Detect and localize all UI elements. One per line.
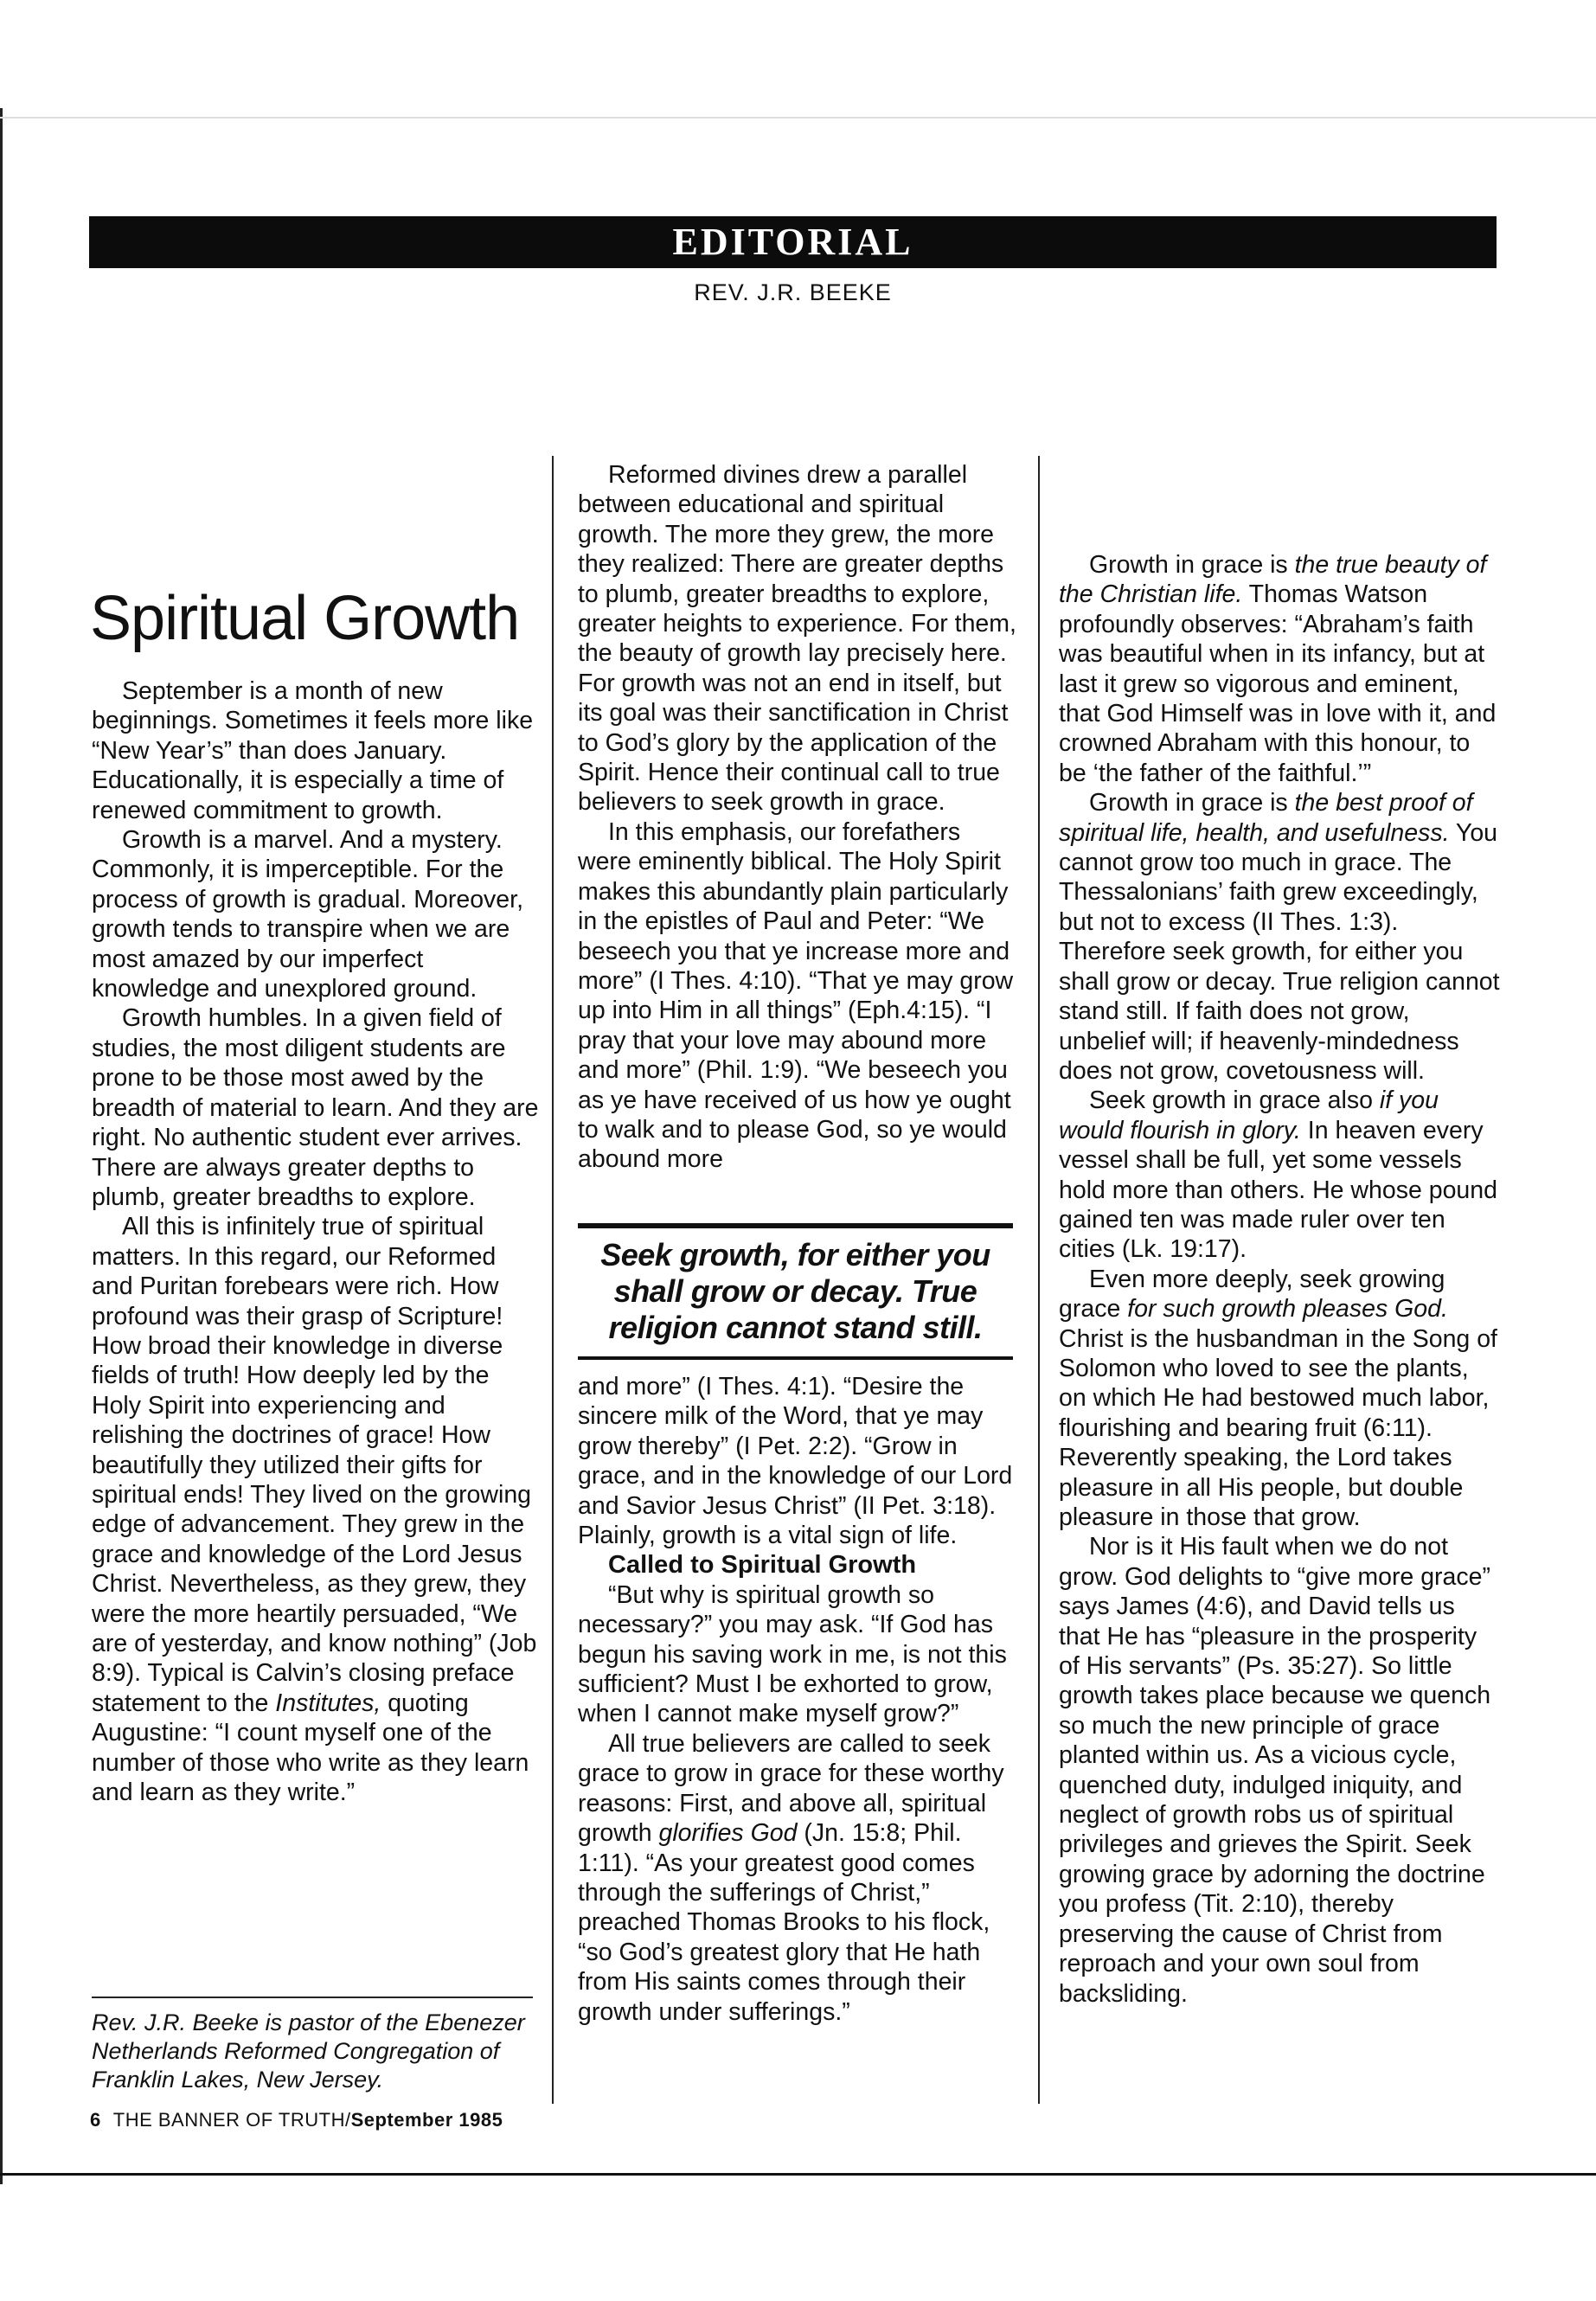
paragraph: Reformed divines drew a parallel between educational and spiritual growth. The more they grew, the more they realized: There are greater depths to plumb, greater breadths to explore, greater heights to experience. For them, the beauty of growth lay precisely here. For growth was not an end in itself, but its goal was their sanctification in Christ to God’s glory by the application of the Spirit. Hence their continual call to true believers to seek growth in grace. <box>578 461 1016 817</box>
paragraph <box>1059 1086 1500 1264</box>
section-banner: EDITORIAL <box>89 216 1497 268</box>
paragraph <box>1059 788 1500 1086</box>
scan-edge-top <box>0 117 1596 119</box>
paragraph: “But why is spiritual growth so necessary?” you may ask. “If God has begun his saving work in me, is not this sufficient? Must I be exhorted to grow, when I cannot make myself grow?” <box>578 1580 1007 1728</box>
text-run: Seek growth in grace also <box>1089 1086 1380 1115</box>
pullquote: Seek growth, for either you shall grow or decay. True religion cannot stand still. <box>600 1237 990 1345</box>
paragraph: In this emphasis, our forefathers were eminently biblical. The Holy Spirit makes this abundantly plain particularly in the epistles of Paul and Peter: “We beseech you that ye increase more and more” (I Thes. 4:10). “That ye may grow up into Him in all things” (Eph.4:15). “I pray that your love may abound more and more” (Phil. 1:9). “We beseech you as ye have received of us how ye ought to walk and to please God, so ye would abound more <box>578 817 1014 1174</box>
emphasis-text: the best proof of spiritual life, health, and usefulness. <box>1059 789 1473 847</box>
publication-name: THE BANNER OF TRUTH/ <box>112 2109 351 2131</box>
author-bio: Rev. J.R. Beeke is pastor of the Ebenezer Netherlands Reformed Congregation of Franklin Lakes, New Jersey. <box>92 2009 525 2093</box>
text-run: quoting Augustine: “I count myself one of the number of those who write as they learn and learn as they write.” <box>92 1689 529 1807</box>
paragraph <box>1059 550 1500 788</box>
page-footer <box>90 2109 503 2131</box>
emphasis-text: Institutes, <box>275 1689 381 1717</box>
paragraph: September is a month of new beginnings. Sometimes it feels more like “New Year’s” than does January. Educationally, it is especially a time of renewed commitment to growth. <box>92 677 534 824</box>
bio-rule <box>92 1997 533 1998</box>
text-run: Thomas Watson profoundly observes: “Abraham’s faith was beautiful when in its infancy, but at last it grew so vigorous and eminent, that God Himself was in love with it, and crowned Abraham with this honour, to be ‘the father of the faithful.’” <box>1059 580 1497 787</box>
pullquote-rule-top <box>578 1223 1013 1228</box>
paragraph <box>578 1729 1017 2027</box>
column-2 <box>578 460 1017 1175</box>
text-run: (Jn. 15:8; Phil. 1:11). “As your greatest good comes through the sufferings of Christ,” preached Thomas Brooks to his flock, “so God’s greatest glory that He hath from His saints comes through their growth under sufferings.” <box>578 1819 990 2026</box>
scan-edge-bottom <box>0 2173 1596 2176</box>
paragraph: and more” (I Thes. 4:1). “Desire the sincere milk of the Word, that ye may grow thereby” (I Pet. 2:2). “Grow in grace, and in the knowledge of our Lord and Savior Jesus Christ” (II Pet. 3:18). Plainly, growth is a vital sign of life. <box>578 1373 1013 1550</box>
column-divider <box>552 456 554 2104</box>
column-divider <box>1038 456 1040 2104</box>
text-run: All this is infinitely true of spiritual matters. In this regard, our Reformed and Puritan forebears were rich. How profound was their grasp of Scripture! How broad their knowledge in diverse fields of truth! How deeply led by the Holy Spirit into experiencing and relishing the doctrines of grace! How beautifully they utilized their gifts for spiritual ends! They lived on the growing edge of advancement. They grew in the grace and knowledge of the Lord Jesus Christ. Nevertheless, as they grew, they were the more heartily persuaded, “We are of yesterday, and know nothing” (Job 8:9). Typical is Calvin’s closing preface statement to the <box>92 1213 537 1717</box>
emphasis-text: glorifies God <box>658 1819 798 1848</box>
paragraph: Growth is a marvel. And a mystery. Commonly, it is imperceptible. For the process of growth is gradual. Moreover, growth tends to transpire when we are most amazed by our imperfect knowledge and unexplored ground. <box>92 826 523 1003</box>
author-byline: REV. J.R. BEEKE <box>694 279 892 305</box>
text-run: Even more deeply, seek growing grace <box>1059 1265 1445 1324</box>
text-run: In heaven every vessel shall be full, yet some vessels hold more than others. He whose pound gained ten was made ruler over ten cities (Lk. 19:17). <box>1059 1116 1497 1264</box>
column-3 <box>1059 550 1500 2009</box>
issue-date: September 1985 <box>350 2109 503 2131</box>
pullquote-rule-bottom <box>578 1356 1013 1360</box>
paragraph <box>92 1212 542 1807</box>
emphasis-text: if you would flourish in glory. <box>1059 1086 1439 1144</box>
emphasis-text: for such growth pleases God. <box>1127 1295 1448 1324</box>
text-run: Growth in grace is <box>1089 789 1295 817</box>
article-title: Spiritual Growth <box>90 584 520 653</box>
text-run: All true believers are called to seek grace to grow in grace for these worthy reasons: First, and above all, spiritual growth <box>578 1729 1004 1848</box>
paragraph: Nor is it His fault when we do not grow. God delights to “give more grace” says James (4:6), and David tells us that He has “pleasure in the prosperity of His servants” (Ps. 35:27). So little growth takes place because we quench so much the new principle of grace planted within us. As a vicious cycle, quenched duty, indulged iniquity, and neglect of growth robs us of spiritual privileges and grieves the Spirit. Seek growing grace by adorning the doctrine you profess (Tit. 2:10), thereby preserving the cause of Christ from reproach and your own soul from backsliding. <box>1059 1533 1491 2008</box>
section-subhead: Called to Spiritual Growth <box>608 1551 917 1580</box>
page-number: 6 <box>90 2109 101 2131</box>
column-1 <box>92 676 542 1807</box>
paragraph <box>1059 1265 1500 1533</box>
paragraph: Growth humbles. In a given field of studies, the most diligent students are prone to be those most awed by the breadth of material to learn. And they are right. No authentic student ever arrives. There are always greater depths to plumb, greater breadths to explore. <box>92 1004 539 1211</box>
emphasis-text: the true beauty of the Christian life. <box>1059 551 1487 609</box>
scan-edge-left <box>0 108 3 2184</box>
text-run: Growth in grace is <box>1089 551 1295 579</box>
text-run: Christ is the husbandman in the Song of Solomon who loved to see the plants, on which He had bestowed much labor, flourishing and bearing fruit (6:11). Reverently speaking, the Lord takes pleasure in all His people, but double pleasure in those that grow. <box>1059 1324 1497 1531</box>
column-2-continued <box>578 1372 1017 2027</box>
text-run: You cannot grow too much in grace. The Thessalonians’ faith grew exceedingly, but not to excess (II Thes. 1:3). Therefore seek growth, for either you shall grow or decay. True religion cannot stand still. If faith does not grow, unbelief will; if heavenly-mindedness does not grow, covetousness will. <box>1059 818 1500 1085</box>
